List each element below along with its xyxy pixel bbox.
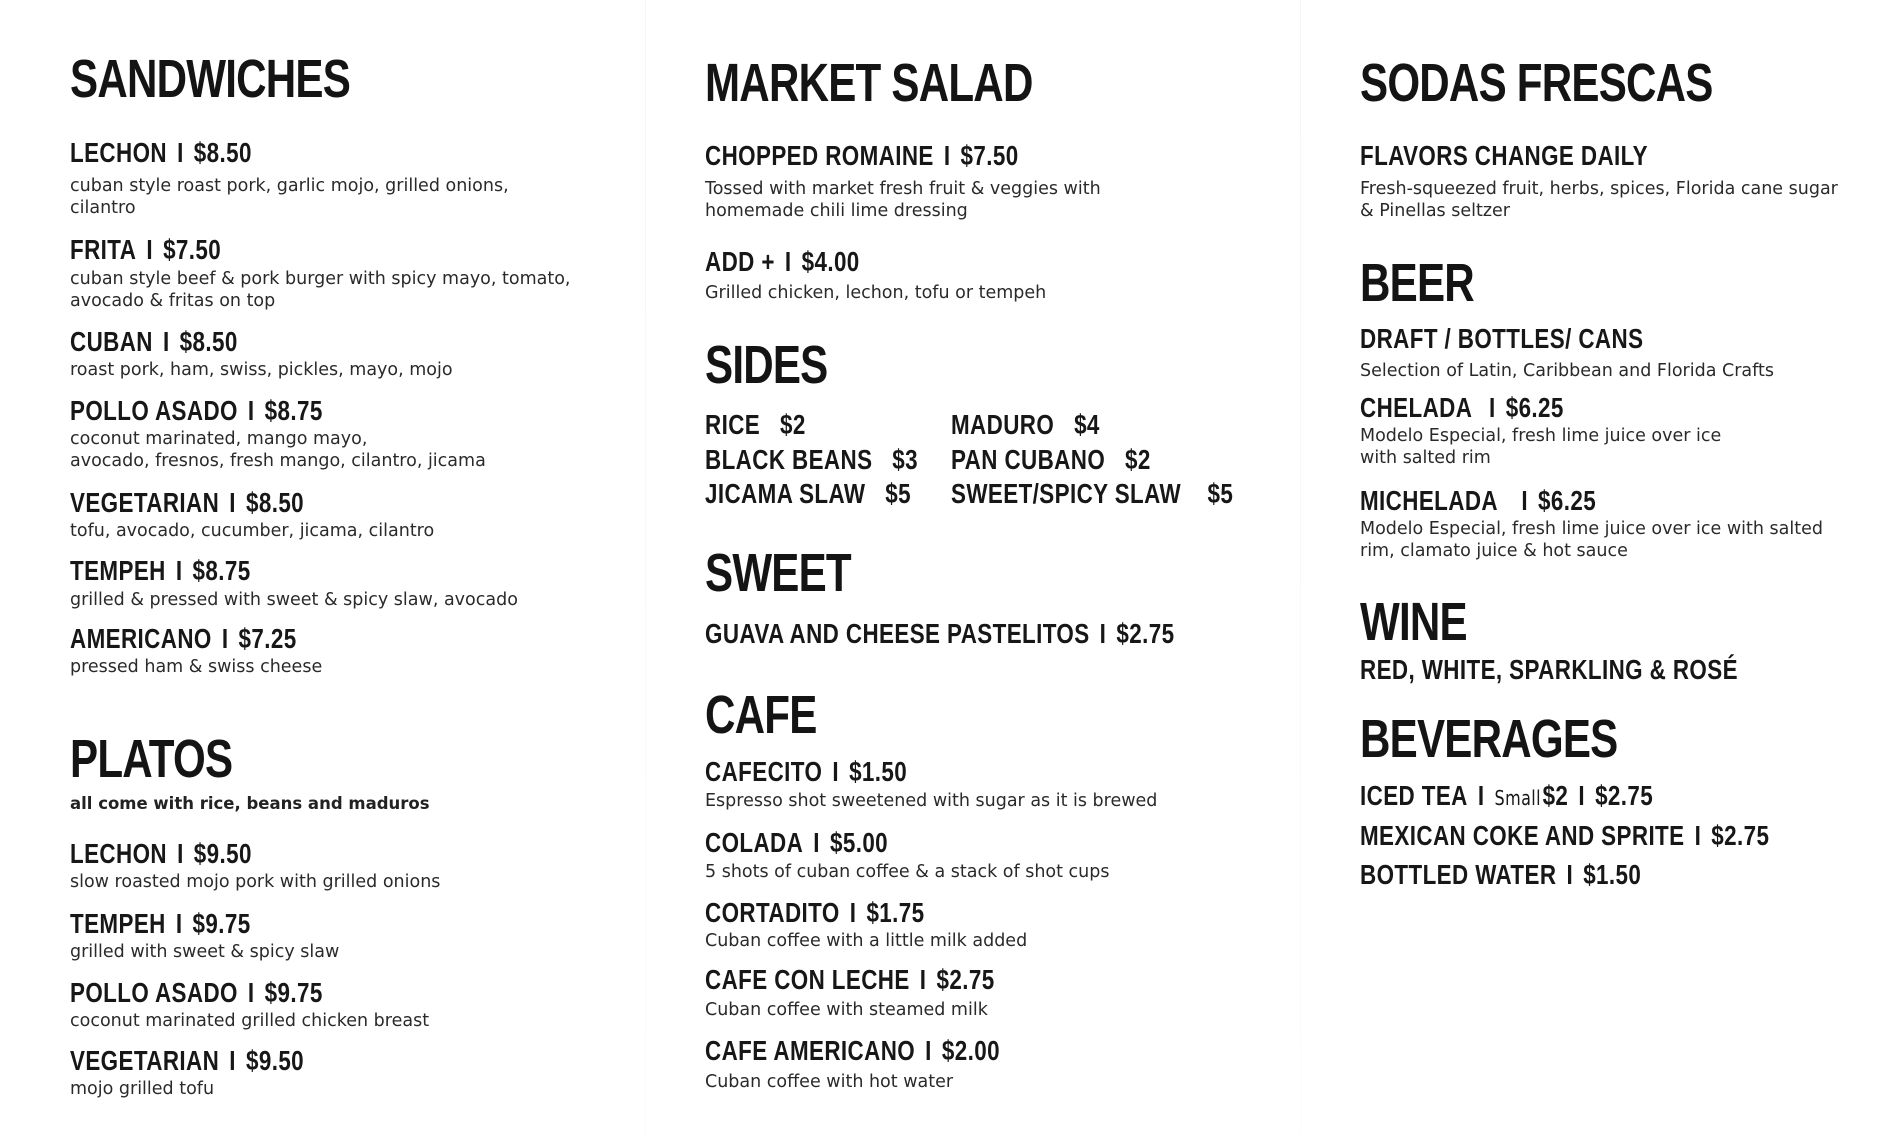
side-item-sweet-spicy-slaw: SWEET/SPICY SLAW $5 <box>951 478 1234 509</box>
item-description: coconut marinated grilled chicken breast <box>70 1011 430 1031</box>
section-title-sodas-frescas: SODAS FRESCAS <box>1360 53 1713 113</box>
item-description: Modelo Especial, fresh lime juice over ice with salted rim <box>1360 426 1722 468</box>
item-description: Tossed with market fresh fruit & veggies with homemade chili lime dressing <box>705 179 1101 221</box>
menu-item-colada: COLADA I $5.00 <box>705 827 889 858</box>
menu-item-sandwich-pollo-asado: POLLO ASADO I $8.75 <box>70 395 323 426</box>
menu-item-pastelitos: GUAVA AND CHEESE PASTELITOS I $2.75 <box>705 618 1175 649</box>
menu-item-chopped-romaine: CHOPPED ROMAINE I $7.50 <box>705 140 1019 171</box>
item-description: pressed ham & swiss cheese <box>70 657 323 677</box>
menu-item-bottled-water: BOTTLED WATER I $1.50 <box>1360 859 1642 890</box>
menu-item-plato-vegetarian: VEGETARIAN I $9.50 <box>70 1045 305 1076</box>
menu-item-plato-pollo-asado: POLLO ASADO I $9.75 <box>70 977 323 1008</box>
section-title-beer: BEER <box>1360 253 1474 313</box>
menu-item-sandwich-cuban: CUBAN I $8.50 <box>70 326 238 357</box>
item-description: Fresh-squeezed fruit, herbs, spices, Florida cane sugar & Pinellas seltzer <box>1360 179 1838 221</box>
section-title-platos: PLATOS <box>70 729 233 789</box>
item-description: cuban style beef & pork burger with spicy mayo, tomato, avocado & fritas on top <box>70 269 571 311</box>
menu-item-sandwich-tempeh: TEMPEH I $8.75 <box>70 555 251 586</box>
section-title-sides: SIDES <box>705 335 828 395</box>
menu-item-chelada: CHELADA I $6.25 <box>1360 392 1564 423</box>
menu-column-middle <box>705 0 1305 1135</box>
item-description: grilled with sweet & spicy slaw <box>70 942 340 962</box>
item-description: Cuban coffee with steamed milk <box>705 1000 988 1020</box>
side-item-rice: RICE $2 <box>705 409 806 440</box>
item-description: cuban style roast pork, garlic mojo, grilled onions, cilantro <box>70 176 509 218</box>
item-description: Cuban coffee with hot water <box>705 1072 954 1092</box>
platos-note: all come with rice, beans and maduros <box>70 794 430 813</box>
item-description: slow roasted mojo pork with grilled onions <box>70 872 441 892</box>
menu-item-cafe-con-leche: CAFE CON LECHE I $2.75 <box>705 964 995 995</box>
item-description: 5 shots of cuban coffee & a stack of shot cups <box>705 862 1110 882</box>
menu-item-flavors: FLAVORS CHANGE DAILY <box>1360 140 1649 171</box>
item-description: coconut marinated, mango mayo, avocado, fresnos, fresh mango, cilantro, jicama <box>70 429 486 471</box>
menu-item-sandwich-lechon: LECHON I $8.50 <box>70 137 252 168</box>
section-title-wine: WINE <box>1360 592 1467 652</box>
item-description: Grilled chicken, lechon, tofu or tempeh <box>705 283 1047 303</box>
menu-column-right <box>1360 0 1860 1135</box>
item-description: tofu, avocado, cucumber, jicama, cilantro <box>70 521 435 541</box>
item-description: Espresso shot sweetened with sugar as it is brewed <box>705 791 1158 811</box>
menu-item-iced-tea: ICED TEA I Small$2 I $2.75 <box>1360 780 1654 811</box>
menu-item-plato-lechon: LECHON I $9.50 <box>70 838 252 869</box>
menu-item-cafecito: CAFECITO I $1.50 <box>705 756 908 787</box>
side-item-black-beans: BLACK BEANS $3 <box>705 444 919 475</box>
item-description: roast pork, ham, swiss, pickles, mayo, mojo <box>70 360 453 380</box>
side-item-jicama-slaw: JICAMA SLAW $5 <box>705 478 911 509</box>
section-title-sandwiches: SANDWICHES <box>70 49 351 109</box>
item-description: Cuban coffee with a little milk added <box>705 931 1028 951</box>
section-title-market-salad: MARKET SALAD <box>705 53 1033 113</box>
menu-item-mexican-coke-sprite: MEXICAN COKE AND SPRITE I $2.75 <box>1360 820 1770 851</box>
menu-item-sandwich-frita: FRITA I $7.50 <box>70 234 222 265</box>
section-title-beverages: BEVERAGES <box>1360 709 1618 769</box>
menu-item-draft-bottles-cans: DRAFT / BOTTLES/ CANS <box>1360 323 1644 354</box>
side-item-pan-cubano: PAN CUBANO $2 <box>951 444 1151 475</box>
menu-item-wine-types: RED, WHITE, SPARKLING & ROSÉ <box>1360 654 1738 685</box>
item-description: grilled & pressed with sweet & spicy slaw, avocado <box>70 590 518 610</box>
menu-item-michelada: MICHELADA I $6.25 <box>1360 485 1597 516</box>
section-title-sweet: SWEET <box>705 543 851 603</box>
menu-item-plato-tempeh: TEMPEH I $9.75 <box>70 908 251 939</box>
fold-line <box>645 0 646 1135</box>
item-description: Selection of Latin, Caribbean and Florida Crafts <box>1360 361 1774 381</box>
menu-item-sandwich-vegetarian: VEGETARIAN I $8.50 <box>70 487 305 518</box>
menu-item-salad-add: ADD + I $4.00 <box>705 246 860 277</box>
section-title-cafe: CAFE <box>705 685 817 745</box>
item-description: mojo grilled tofu <box>70 1079 215 1099</box>
menu-item-cafe-americano: CAFE AMERICANO I $2.00 <box>705 1035 1000 1066</box>
side-item-maduro: MADURO $4 <box>951 409 1100 440</box>
item-description: Modelo Especial, fresh lime juice over ice with salted rim, clamato juice & hot sauce <box>1360 519 1823 561</box>
menu-column-left <box>70 0 630 1135</box>
menu-item-sandwich-americano: AMERICANO I $7.25 <box>70 623 297 654</box>
menu-item-cortadito: CORTADITO I $1.75 <box>705 897 925 928</box>
